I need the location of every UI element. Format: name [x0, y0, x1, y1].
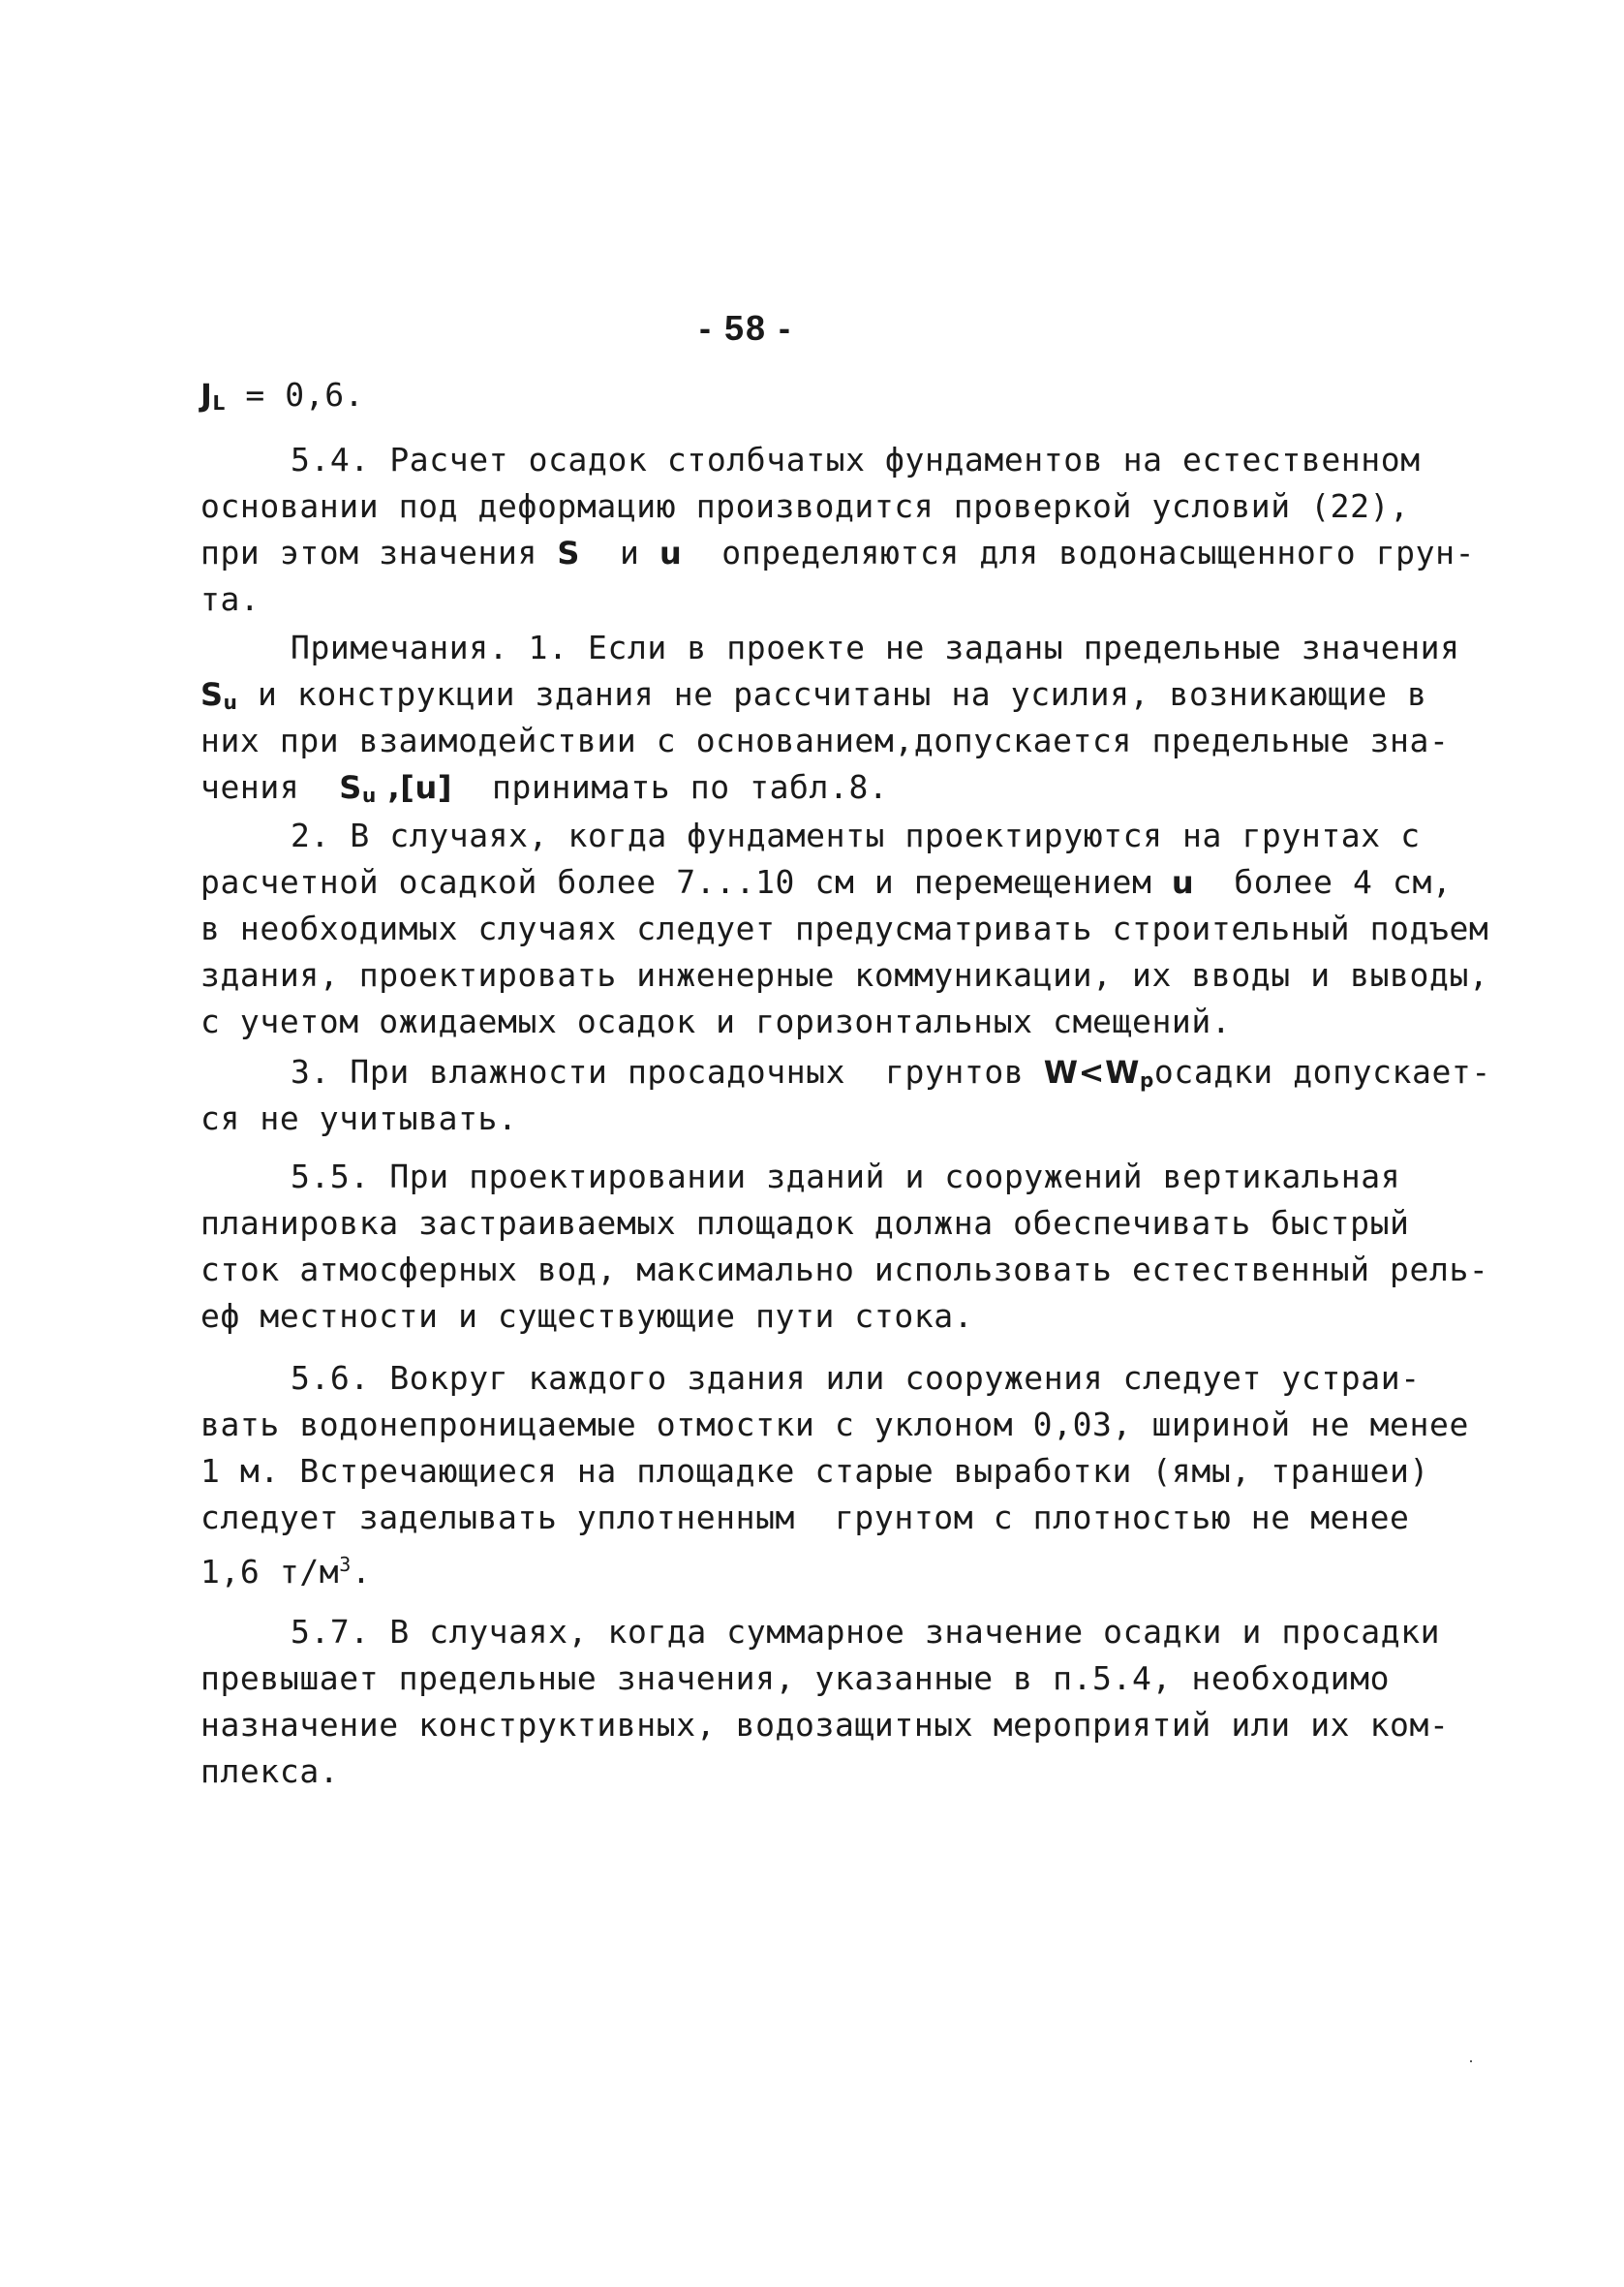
symbol-u-bracket: ,[u] — [376, 769, 453, 806]
symbol-s: S — [200, 676, 224, 713]
note-1-line: Примечания. 1. Если в проекте не заданы предельные значения — [291, 629, 1460, 666]
formula-symbol: J — [200, 377, 213, 414]
paragraph-5-6-line: 1,6 $т/м^3$. — [200, 1553, 372, 1591]
note-3-line: ся не учитывать. — [200, 1099, 518, 1137]
page-number: - 58 - — [699, 308, 793, 348]
symbol-subscript: u — [361, 784, 377, 807]
symbol-s: S — [339, 769, 362, 806]
paragraph-5-7-line: плекса. — [200, 1752, 340, 1790]
superscript: 3 — [339, 1553, 352, 1576]
paragraph-5-4-line: основании под деформацию производится проверкой условий (22), — [200, 487, 1410, 525]
text-line — [200, 376, 364, 422]
paragraph-5-6-line: 5.6. Вокруг каждого здания или сооружения следует устраи- — [291, 1359, 1421, 1397]
note-2-line: с учетом ожидаемых осадок и горизонтальных смещений. — [200, 1003, 1232, 1040]
paragraph-5-7-line: 5.7. В случаях, когда суммарное значение осадки и просадки — [291, 1613, 1441, 1651]
paragraph-5-4-line: 5.4. Расчет осадок столбчатых фундаментов на естественном — [291, 441, 1421, 479]
symbol-u: u — [659, 535, 683, 572]
paragraph-5-6-line: вать водонепроницаемые отмостки с уклоном 0,03, шириной не менее — [200, 1406, 1469, 1443]
paragraph-5-5-line: сток атмосферных вод, максимально использовать естественный рель- — [200, 1251, 1489, 1288]
scan-speck — [1470, 2060, 1472, 2062]
paragraph-5-6-line: 1 м. Встречающиеся на площадке старые выработки (ямы, траншеи) — [200, 1452, 1429, 1490]
symbol-s: S — [557, 535, 581, 572]
paragraph-5-5-line: еф местности и существующие пути стока. — [200, 1297, 974, 1335]
symbol-subscript: u — [223, 691, 238, 714]
note-3-line: 3. При влажности просадочных грунтов W<Wpосадки допускает- — [291, 1053, 1491, 1092]
formula-subscript: L — [212, 391, 226, 415]
paragraph-5-5-line: 5.5. При проектировании зданий и сооружений вертикальная — [291, 1158, 1401, 1195]
paragraph-5-4-line: при этом значения S и u определяются для водонасыщенного грун- — [200, 534, 1476, 572]
paragraph-5-7-line: превышает предельные значения, указанные в п.5.4, необходимо — [200, 1659, 1391, 1697]
note-1-line: чения Su ,[u] принимать по табл.8. — [200, 768, 889, 807]
symbol-subscript: p — [1140, 1068, 1154, 1092]
note-2-line: расчетной осадкой более 7...10 см и перемещением u более 4 см, — [200, 863, 1453, 901]
note-2-line: здания, проектировать инженерные коммуникации, их вводы и выводы, — [200, 956, 1489, 994]
paragraph-5-7-line: назначение конструктивных, водозащитных мероприятий или их ком- — [200, 1706, 1450, 1744]
symbol-w-less-wp: W<W — [1043, 1054, 1140, 1091]
paragraph-5-6-line: следует заделывать уплотненным грунтом с плотностью не менее — [200, 1499, 1410, 1536]
note-2-line: 2. В случаях, когда фундаменты проектируются на грунтах с — [291, 817, 1421, 854]
note-2-line: в необходимых случаях следует предусматривать строительный подъем — [200, 910, 1489, 947]
symbol-u: u — [1171, 864, 1195, 901]
note-1-line: Su и конструкции здания не рассчитаны на усилия, возникающие в — [200, 675, 1427, 714]
paragraph-5-5-line: планировка застраиваемых площадок должна обеспечивать быстрый — [200, 1204, 1410, 1242]
note-1-line: них при взаимодействии с основанием,допускается предельные зна- — [200, 722, 1450, 759]
formula-value: = 0,6. — [225, 376, 365, 414]
paragraph-5-4-line: та. — [200, 580, 260, 618]
